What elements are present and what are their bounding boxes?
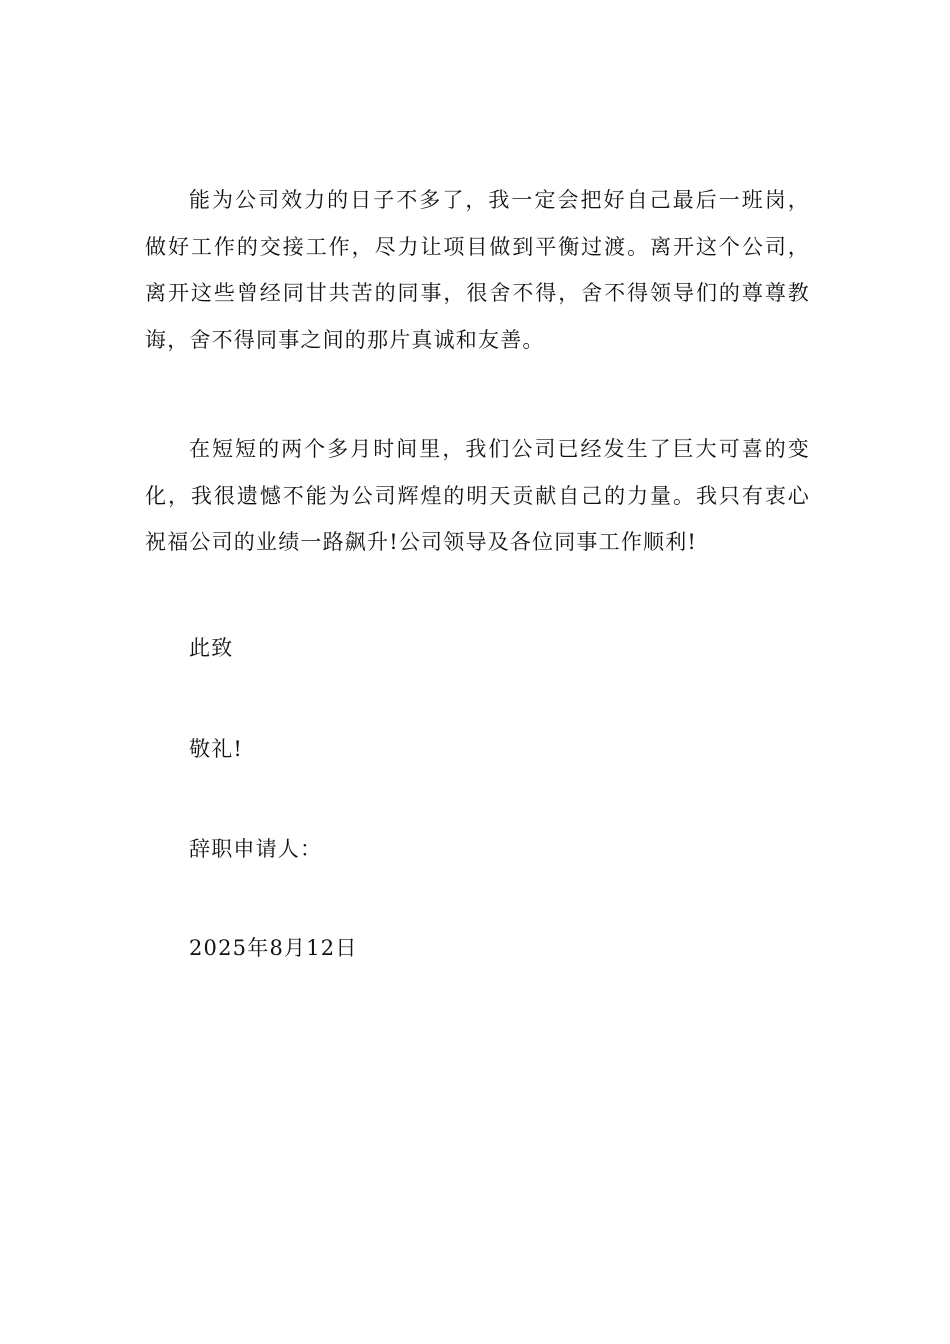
- date-line: 2025年8月12日: [189, 936, 358, 960]
- closing-phrase: 此致: [189, 636, 234, 660]
- salutation: 敬礼!: [189, 737, 244, 761]
- body-paragraph-2: 在短短的两个多月时间里，我们公司已经发生了巨大可喜的变化，我很遗憾不能为公司辉煌的明天贡献自己的力量。我只有衷心祝福公司的业绩一路飙升!公司领导及各位同事工作顺利!: [145, 437, 810, 554]
- signer-label: 辞职申请人：: [189, 837, 323, 861]
- body-paragraph-1: 能为公司效力的日子不多了，我一定会把好自己最后一班岗，做好工作的交接工作，尽力让项目做到平衡过渡。离开这个公司，离开这些曾经同甘共苦的同事，很舍不得，舍不得领导们的尊尊教诲，舍不得同事之间的那片真诚和友善。: [145, 188, 810, 352]
